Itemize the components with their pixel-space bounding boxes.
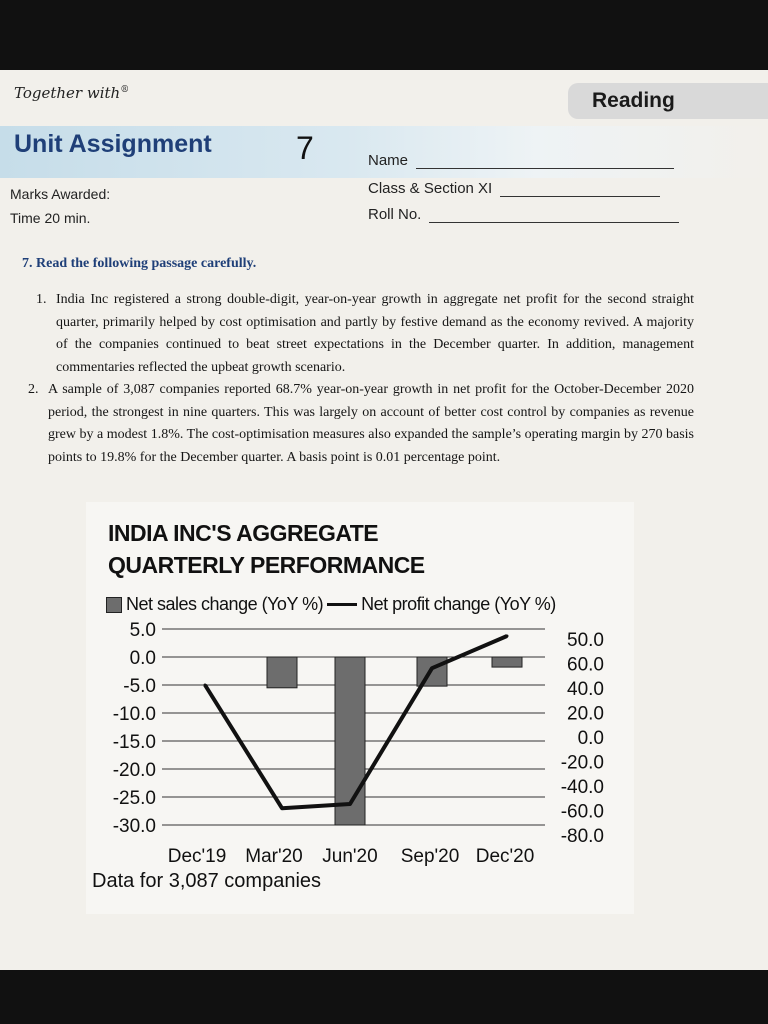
x-tick-label: Sep'20 <box>400 846 460 867</box>
section-tab: Reading <box>568 83 768 119</box>
paragraph-text: India Inc registered a strong double-digit, year-on-year growth in aggregate net profit for the second straight quarter, primarily helped by cost optimisation and partly by festive demand as the economy revived. A majority of the companies continued to beat street expectations in the December quarter. In addition, management commentaries reflected the upbeat growth scenario. <box>56 292 694 375</box>
chart-note: Data for 3,087 companies <box>92 870 322 892</box>
marks-awarded: Marks Awarded: <box>10 186 111 202</box>
x-tick-label: Jun'20 <box>322 846 378 867</box>
right-axis <box>561 630 604 847</box>
legend-bar-label: Net sales change (YoY %) <box>126 594 324 614</box>
x-tick-label: Dec'20 <box>475 846 535 867</box>
right-tick-label: 0.0 <box>577 728 604 749</box>
right-tick-label: 40.0 <box>567 679 604 700</box>
class-label: Class & Section XI <box>368 180 493 197</box>
right-tick-label: -20.0 <box>560 752 604 774</box>
right-tick-label: 50.0 <box>567 630 604 651</box>
right-tick-label: -40.0 <box>560 777 604 798</box>
legend-line-label: Net profit change (YoY %) <box>361 594 556 614</box>
sales-bar <box>335 657 365 825</box>
left-tick-label: 5.0 <box>129 620 156 641</box>
left-tick-label: -15.0 <box>112 732 156 753</box>
brand-text: Together with <box>14 84 121 102</box>
x-axis <box>168 846 535 867</box>
profit-point <box>506 635 509 638</box>
chart-title-line-2: QUARTERLY PERFORMANCE <box>108 552 425 578</box>
right-tick-label: 60.0 <box>567 654 604 676</box>
right-tick-label: 20.0 <box>567 703 604 725</box>
profit-point <box>431 667 434 670</box>
left-tick-label: -25.0 <box>112 788 156 809</box>
brand-mark: ® <box>120 85 130 95</box>
unit-number: 7 <box>296 130 314 166</box>
right-tick-label: -80.0 <box>560 826 604 847</box>
left-axis <box>113 620 156 837</box>
paragraph-number: 1. <box>36 292 47 307</box>
chart-title-line-1: INDIA INC'S AGGREGATE <box>108 520 379 546</box>
time-limit: Time 20 min. <box>10 210 91 226</box>
x-tick-label: Dec'19 <box>167 846 227 867</box>
left-tick-label: -10.0 <box>112 704 156 725</box>
unit-title: Unit Assignment <box>14 130 212 158</box>
right-tick-label: -60.0 <box>560 801 604 823</box>
profit-point <box>281 807 284 810</box>
paragraph-number: 2. <box>28 382 39 397</box>
x-tick-label: Mar'20 <box>245 846 303 867</box>
roll-label: Roll No. <box>368 206 422 223</box>
paragraph-text: A sample of 3,087 companies reported 68.7% year-on-year growth in net profit for the October-December 2020 period, the strongest in nine quarters. This was largely on account of better cost control by companies as revenue grew by a modest 1.8%. The cost-optimisation measures also expanded the sample’s operating margin by 270 basis points to 19.8% for the December quarter. A basis point is 0.01 percentage point. <box>48 382 694 465</box>
left-tick-label: 0.0 <box>129 648 156 669</box>
left-tick-label: -30.0 <box>112 816 156 837</box>
question-heading: 7. Read the following passage carefully. <box>22 256 257 271</box>
name-label: Name <box>368 152 409 169</box>
left-tick-label: -5.0 <box>123 676 156 697</box>
sales-bar <box>267 657 297 688</box>
profit-point <box>349 803 352 806</box>
profit-point <box>204 684 207 687</box>
left-tick-label: -20.0 <box>112 760 156 781</box>
sales-bar <box>492 657 522 667</box>
